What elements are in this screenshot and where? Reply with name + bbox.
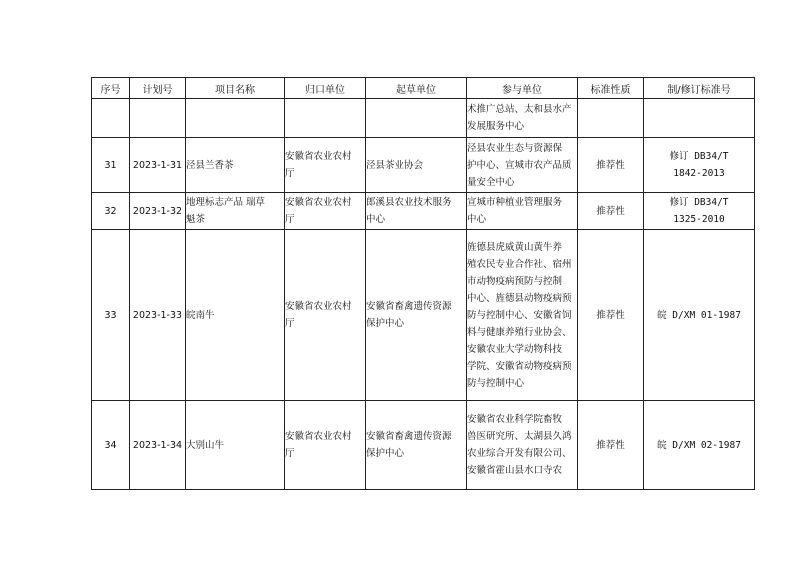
cell-text-line: 料与健康养殖行业协会、: [467, 326, 572, 338]
cell-participants: [467, 138, 578, 193]
cell-text-line: 中心: [467, 214, 487, 225]
cell-drafter: [366, 401, 467, 490]
table-row: [92, 138, 755, 193]
cell-nature: 推荐性: [578, 193, 644, 230]
cell-nature: 推荐性: [578, 138, 644, 193]
standards-plan-table: [91, 77, 755, 490]
cell-text-line: 皖南牛: [186, 309, 215, 321]
cell-dept: [285, 138, 366, 193]
header-participants: 参与单位: [467, 78, 578, 99]
cell-text-line: 护中心、宣城市农产品质: [467, 159, 572, 171]
cell-name: [186, 99, 285, 138]
cell-no: 33: [92, 230, 130, 401]
cell-participants: [467, 230, 578, 401]
cell-text-line: 安徽省畜禽遗传资源: [366, 301, 452, 312]
cell-drafter: [366, 99, 467, 138]
cell-text-line: 泾县农业生态与资源保: [467, 142, 563, 154]
cell-text-line: 中心、旌德县动物疫病预: [467, 292, 572, 304]
cell-nature: 推荐性: [578, 230, 644, 401]
cell-no: 31: [92, 138, 130, 193]
cell-text-line: 厅: [285, 214, 295, 225]
header-plan: 计划号: [130, 78, 186, 99]
header-std: 制/修订标准号: [644, 78, 755, 99]
table-row: [92, 193, 755, 230]
cell-text-line: 1842-2013: [673, 168, 725, 179]
cell-text-line: 修订 DB34/T: [669, 197, 729, 208]
cell-text-line: 修订 DB34/T: [669, 151, 729, 162]
cell-text-line: 术推广总站、太和县水产: [467, 104, 572, 115]
cell-plan: 2023-1-31: [130, 138, 186, 193]
cell-std: [644, 401, 755, 490]
cell-text-line: 旌德县虎威黄山黄牛养: [467, 241, 563, 253]
cell-text-line: 安徽省霍山县水口寺农: [467, 465, 563, 476]
cell-text-line: 安徽省农业农村: [285, 301, 352, 312]
table-row: [92, 230, 755, 401]
cell-name: [186, 138, 285, 193]
header-drafter: 起草单位: [366, 78, 467, 99]
cell-text-line: 学院、安徽省动物疫病预: [467, 360, 572, 372]
cell-std: [644, 230, 755, 401]
cell-dept: [285, 230, 366, 401]
table-row-continuation: [92, 99, 755, 138]
header-dept: 归口单位: [285, 78, 366, 99]
cell-plan: 2023-1-32: [130, 193, 186, 230]
cell-text-line: 安徽省农业农村: [285, 431, 352, 442]
cell-text-line: 防与控制中心: [467, 377, 525, 389]
cell-text-line: 安徽省农业科学院畜牧: [467, 414, 563, 425]
cell-text-line: 安徽农业大学动物科技: [467, 343, 563, 355]
cell-text-line: 保护中心: [366, 318, 405, 329]
cell-plan: [130, 99, 186, 138]
cell-std: [644, 99, 755, 138]
cell-dept: [285, 193, 366, 230]
cell-std: [644, 138, 755, 193]
cell-text-line: 安徽省畜禽遗传资源: [366, 431, 452, 442]
header-row: [92, 78, 755, 99]
cell-std: [644, 193, 755, 230]
cell-nature: [578, 99, 644, 138]
cell-text-line: 农业综合开发有限公司、: [467, 448, 572, 459]
header-name: 项目名称: [186, 78, 285, 99]
cell-text-line: 兽医研究所、太湖县久鸿: [467, 431, 572, 442]
cell-text-line: 厅: [285, 318, 295, 329]
cell-text-line: 宣城市种植业管理服务: [467, 197, 563, 208]
cell-dept: [285, 99, 366, 138]
cell-text-line: 地理标志产品 瑞草: [186, 197, 266, 208]
cell-text-line: 大别山牛: [186, 439, 225, 451]
cell-text-line: 发展服务中心: [467, 121, 525, 132]
cell-nature: 推荐性: [578, 401, 644, 490]
cell-drafter: [366, 230, 467, 401]
cell-no: 34: [92, 401, 130, 490]
cell-text-line: 1325-2010: [673, 214, 725, 225]
cell-participants: [467, 99, 578, 138]
cell-text-line: 市动物疫病预防与控制: [467, 275, 563, 287]
cell-text-line: 魁茶: [186, 214, 206, 225]
cell-name: [186, 193, 285, 230]
cell-text-line: 厅: [285, 168, 295, 179]
cell-participants: [467, 401, 578, 490]
cell-text-line: 泾县茶业协会: [366, 159, 424, 171]
cell-text-line: 保护中心: [366, 448, 405, 459]
cell-name: [186, 230, 285, 401]
cell-text-line: 泾县兰香茶: [186, 159, 234, 171]
cell-plan: 2023-1-33: [130, 230, 186, 401]
cell-drafter: [366, 193, 467, 230]
cell-plan: 2023-1-34: [130, 401, 186, 490]
cell-text-line: 殖农民专业合作社、宿州: [467, 258, 572, 270]
cell-dept: [285, 401, 366, 490]
header-no: 序号: [92, 78, 130, 99]
header-nature: 标准性质: [578, 78, 644, 99]
cell-drafter: [366, 138, 467, 193]
cell-no: 32: [92, 193, 130, 230]
cell-text-line: 皖 D/XM 02-1987: [657, 439, 741, 451]
cell-name: [186, 401, 285, 490]
cell-text-line: 安徽省农业农村: [285, 197, 352, 208]
cell-participants: [467, 193, 578, 230]
cell-no: [92, 99, 130, 138]
cell-text-line: 防与控制中心、安徽省饲: [467, 309, 572, 321]
cell-text-line: 郎溪县农业技术服务: [366, 197, 452, 208]
cell-text-line: 中心: [366, 214, 386, 225]
cell-text-line: 皖 D/XM 01-1987: [657, 309, 741, 321]
cell-text-line: 量安全中心: [467, 176, 515, 188]
table-row: [92, 401, 755, 490]
cell-text-line: 厅: [285, 448, 295, 459]
cell-text-line: 安徽省农业农村: [285, 151, 352, 162]
